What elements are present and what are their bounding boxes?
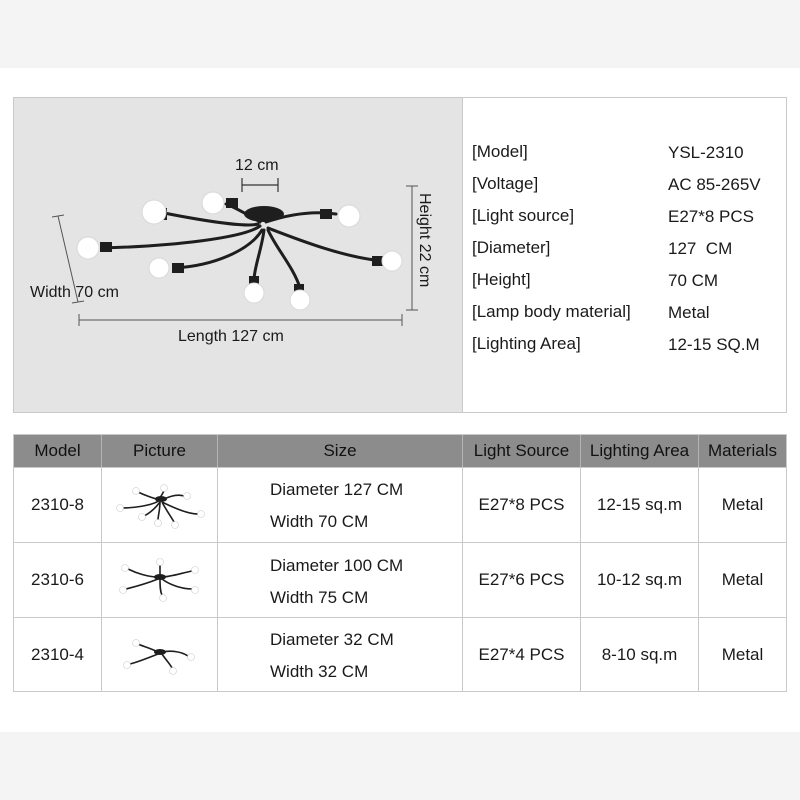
spec-value: E27*8 PCS xyxy=(668,207,754,226)
canopy-dimension-label: 12 cm xyxy=(235,157,279,174)
material-cell: Metal xyxy=(721,495,764,514)
picture-cell xyxy=(102,618,218,692)
lamp-thumbnail xyxy=(112,555,208,605)
model-cell: 2310-6 xyxy=(14,543,102,617)
spec-row xyxy=(472,170,782,202)
spec-value: 127 CM xyxy=(668,239,733,258)
light-source-cell: E27*6 PCS xyxy=(463,543,581,617)
variants-table xyxy=(13,434,787,692)
size-cell xyxy=(218,618,463,692)
spec-key: [Lighting Area] xyxy=(472,334,581,353)
diameter-text: Diameter 100 CM xyxy=(270,556,404,575)
lamp-dimension-diagram xyxy=(14,98,463,412)
top-band xyxy=(0,0,800,68)
header-size: Size xyxy=(218,435,463,467)
table-row xyxy=(14,617,786,693)
header-model: Model xyxy=(14,435,102,467)
diameter-text: Diameter 32 CM xyxy=(270,630,394,649)
bottom-band xyxy=(0,732,800,800)
width-dimension-label: Width 70 cm xyxy=(30,284,119,301)
spec-key: [Voltage] xyxy=(472,174,539,193)
lamp-illustration xyxy=(14,98,462,412)
light-source-cell: E27*4 PCS xyxy=(463,618,581,692)
size-cell xyxy=(218,468,463,542)
header-picture: Picture xyxy=(102,435,218,467)
header-light-source: Light Source xyxy=(463,435,581,467)
table-row xyxy=(14,542,786,617)
spec-row xyxy=(472,266,782,298)
lighting-area-cell: 10-12 sq.m xyxy=(581,543,699,617)
table-header xyxy=(14,435,786,467)
width-text: Width 70 CM xyxy=(270,512,369,531)
spec-key: [Lamp body material] xyxy=(472,302,631,321)
size-cell xyxy=(218,543,463,617)
header-materials: Materials xyxy=(708,441,777,460)
spec-row xyxy=(472,298,782,330)
material-cell: Metal xyxy=(721,645,764,664)
spec-value: AC 85-265V xyxy=(668,175,761,194)
spec-panel xyxy=(13,97,787,413)
spec-row xyxy=(472,234,782,266)
material-cell: Metal xyxy=(721,570,764,589)
height-dimension-label: Height 22 cm xyxy=(416,193,433,288)
spec-key: [Light source] xyxy=(472,206,575,225)
canopy xyxy=(244,206,284,222)
spec-list xyxy=(472,138,782,362)
width-text: Width 75 CM xyxy=(270,588,369,607)
light-source-cell: E27*8 PCS xyxy=(463,468,581,542)
model-cell: 2310-4 xyxy=(14,618,102,692)
spec-key: [Diameter] xyxy=(472,238,551,257)
spec-row xyxy=(472,138,782,170)
width-text: Width 32 CM xyxy=(270,662,369,681)
lamp-thumbnail xyxy=(112,630,208,680)
spec-value: YSL-2310 xyxy=(668,143,744,162)
lighting-area-cell: 8-10 sq.m xyxy=(581,618,699,692)
spec-key: [Height] xyxy=(472,270,531,289)
diameter-text: Diameter 127 CM xyxy=(270,480,404,499)
model-cell: 2310-8 xyxy=(14,468,102,542)
lamp-thumbnail xyxy=(112,480,208,530)
header-lighting-area: Lighting Area xyxy=(581,435,699,467)
spec-value: Metal xyxy=(668,303,710,322)
spec-row xyxy=(472,202,782,234)
picture-cell xyxy=(102,468,218,542)
spec-key: [Model] xyxy=(472,142,528,161)
spec-value: 12-15 SQ.M xyxy=(668,335,760,354)
spec-row xyxy=(472,330,782,362)
lighting-area-cell: 12-15 sq.m xyxy=(581,468,699,542)
spec-value: 70 CM xyxy=(668,271,719,290)
picture-cell xyxy=(102,543,218,617)
table-row xyxy=(14,467,786,542)
length-dimension-label: Length 127 cm xyxy=(178,328,284,345)
